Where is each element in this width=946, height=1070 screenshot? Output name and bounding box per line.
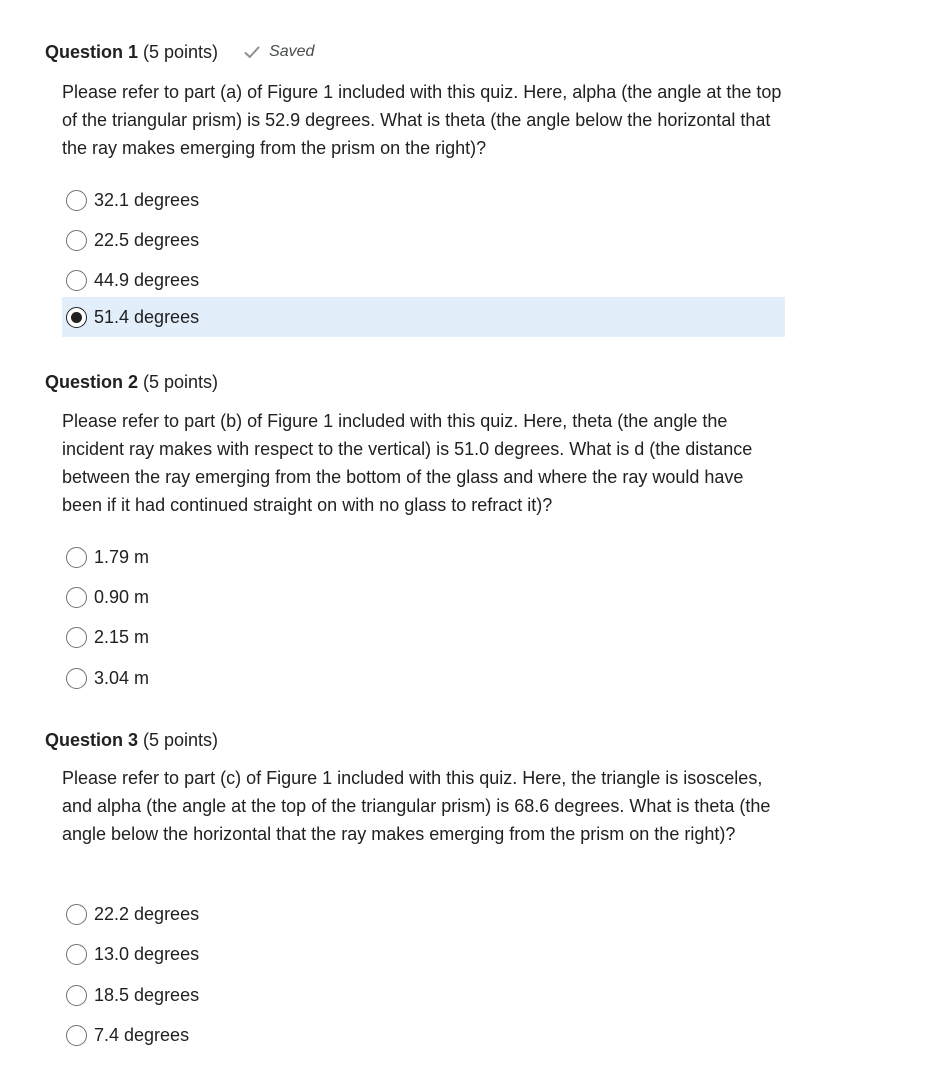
question-points: (5 points) (143, 371, 219, 392)
answer-label: 22.2 degrees (94, 904, 200, 924)
question-points: (5 points) (143, 729, 219, 750)
saved-label: Saved (269, 43, 315, 60)
question-title: Question 1 (45, 41, 139, 62)
radio-button[interactable] (66, 547, 87, 568)
answer-label: 13.0 degrees (94, 944, 200, 964)
answer-option[interactable] (62, 578, 785, 617)
answer-label: 18.5 degrees (94, 985, 200, 1005)
radio-button[interactable] (66, 944, 87, 965)
question-header (45, 40, 314, 64)
answer-option[interactable] (62, 261, 785, 300)
answer-option[interactable] (62, 221, 785, 260)
answer-label: 1.79 m (94, 547, 150, 567)
answer-label: 51.4 degrees (94, 306, 200, 327)
question-points: (5 points) (143, 41, 219, 62)
answer-option-selected[interactable] (62, 297, 785, 337)
question-prompt: Please refer to part (a) of Figure 1 included with this quiz. Here, alpha (the angle at the top of the triangular prism) is 52.9 degrees. What is theta (the angle below the horizontal that the ray makes emerging from the prism on the right)? (62, 82, 782, 158)
radio-button[interactable] (66, 190, 87, 211)
radio-button[interactable] (66, 1025, 87, 1046)
answer-label: 0.90 m (94, 587, 150, 607)
radio-button[interactable] (66, 985, 87, 1006)
answer-option[interactable] (62, 618, 785, 657)
answer-label: 22.5 degrees (94, 230, 200, 250)
saved-status (244, 43, 314, 61)
checkmark-icon (244, 46, 260, 59)
radio-button[interactable] (66, 270, 87, 291)
answer-label: 3.04 m (94, 668, 150, 688)
answer-option[interactable] (62, 895, 785, 934)
answer-option[interactable] (62, 976, 785, 1015)
radio-button-checked[interactable] (66, 307, 87, 328)
answer-label: 32.1 degrees (94, 190, 200, 210)
question-prompt: Please refer to part (b) of Figure 1 included with this quiz. Here, theta (the angle the incident ray makes with respect to the vertical) is 51.0 degrees. What is d (the distance between the ray emerging from the bottom of the glass and where the ray would have been if it had continued straight on with no glass to refract it)? (62, 411, 753, 515)
answer-option[interactable] (62, 659, 785, 698)
answer-label: 44.9 degrees (94, 270, 200, 290)
radio-button[interactable] (66, 668, 87, 689)
question-title: Question 3 (45, 729, 139, 750)
answer-option[interactable] (62, 935, 785, 974)
question-prompt: Please refer to part (c) of Figure 1 included with this quiz. Here, the triangle is isosceles, and alpha (the angle at the top of the triangular prism) is 68.6 degrees. What is theta (the angle below the horizontal that the ray makes emerging from the prism on the right)? (62, 768, 771, 844)
question-title: Question 2 (45, 371, 139, 392)
question-header (45, 370, 218, 394)
radio-button[interactable] (66, 230, 87, 251)
answer-label: 7.4 degrees (94, 1025, 190, 1045)
radio-button[interactable] (66, 904, 87, 925)
radio-button[interactable] (66, 587, 87, 608)
answer-option[interactable] (62, 538, 785, 577)
answer-option[interactable] (62, 181, 785, 220)
answer-option[interactable] (62, 1016, 785, 1055)
radio-dot-icon (71, 312, 82, 323)
radio-button[interactable] (66, 627, 87, 648)
question-header (45, 728, 218, 752)
answer-label: 2.15 m (94, 627, 150, 647)
